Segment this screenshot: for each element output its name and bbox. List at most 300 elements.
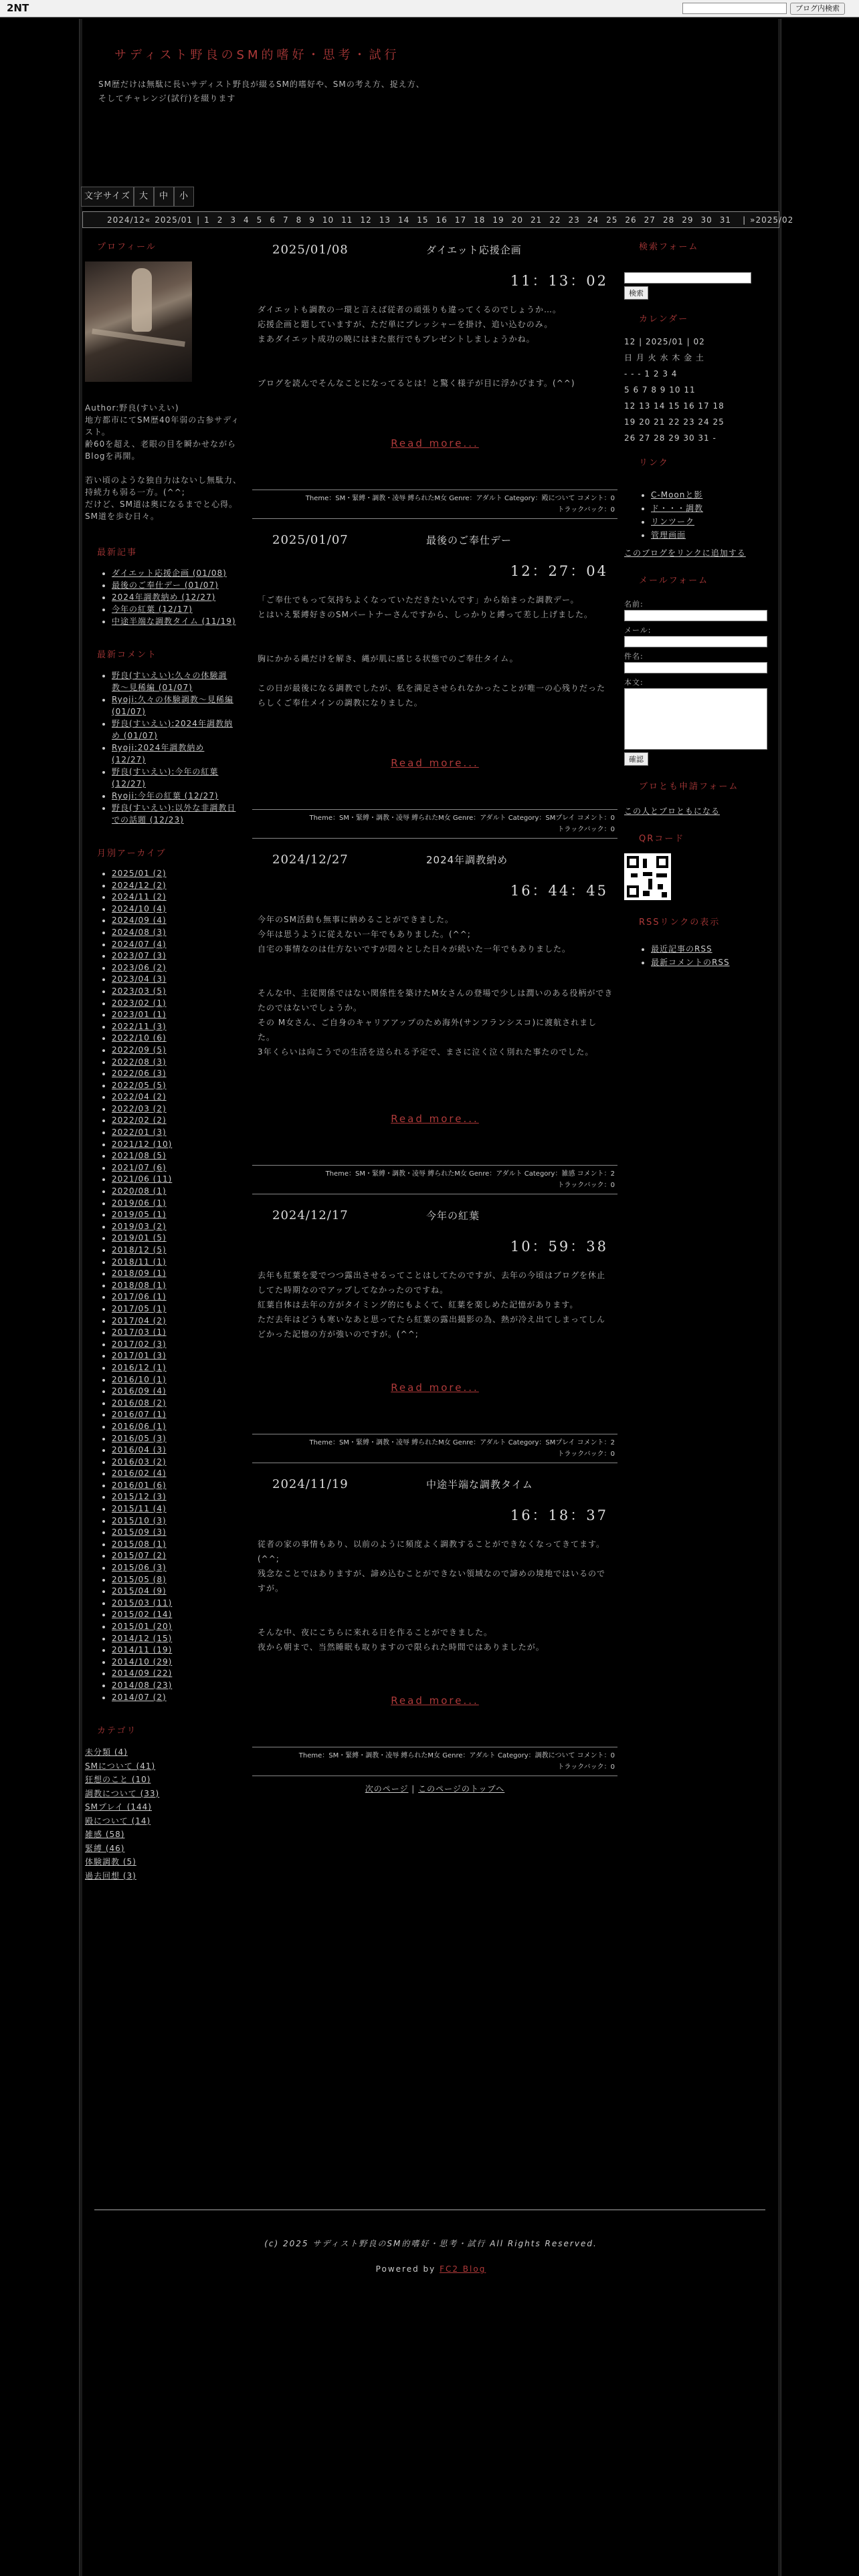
archive-item[interactable] [112,1550,250,1562]
archive-item[interactable] [112,1480,250,1492]
category-item[interactable] [82,1869,250,1883]
category-item[interactable] [82,1759,250,1774]
archive-item-link[interactable]: 2024/08 (3) [112,927,167,937]
archive-item-link[interactable]: 2018/12 (5) [112,1245,167,1255]
rss-item[interactable] [651,942,779,956]
archive-item[interactable] [112,1103,250,1115]
archive-item-link[interactable]: 2025/01 (2) [112,869,167,878]
calbar-day[interactable]: 14 [398,215,410,225]
archive-item-link[interactable]: 2014/10 (29) [112,1656,173,1667]
archive-item[interactable] [112,1174,250,1186]
mini-calendar-row: 12 13 14 15 16 17 18 [624,401,725,411]
archive-item[interactable] [112,868,250,880]
archive-item[interactable] [112,903,250,916]
recent-item[interactable] [112,603,250,615]
comment-item-link[interactable]: 野良(すいえい):2024年調教納め (01/07) [112,719,233,740]
archive-item-link[interactable]: 2016/04 (3) [112,1445,167,1455]
archive-item[interactable] [112,962,250,974]
category-link[interactable]: 未分類 (4) [85,1747,128,1757]
archive-item-link[interactable]: 2023/01 (1) [112,1010,167,1020]
category-link[interactable]: 雑感 (58) [85,1830,125,1840]
qr-code [624,853,671,900]
font-size-medium-button[interactable]: 中 [154,187,174,207]
archive-item-link[interactable]: 2022/08 (3) [112,1057,167,1067]
archive-item-link[interactable]: 2014/11 (19) [112,1645,173,1655]
recent-item[interactable] [112,591,250,603]
post-paragraph [252,622,617,637]
calbar-day[interactable]: 12 [360,215,372,225]
archive-item[interactable] [112,891,250,903]
archive-item[interactable] [112,1398,250,1410]
archive-item[interactable] [112,1386,250,1398]
archive-item-link[interactable]: 2015/01 (20) [112,1622,173,1631]
calbar-day[interactable]: 17 [454,215,467,225]
calbar-day[interactable]: 7 [282,215,289,225]
archive-item-link[interactable]: 2016/12 (1) [112,1362,167,1372]
archive-item[interactable] [112,1091,250,1103]
category-link[interactable]: SMプレイ (144) [85,1802,152,1812]
calbar-day[interactable]: 5 [256,215,263,225]
archive-item-link[interactable]: 2019/06 (1) [112,1198,167,1208]
link-item-link[interactable]: リンツーク [651,517,695,526]
recent-heading: 最新記事 [97,548,138,558]
rss-list [622,942,779,969]
recent-item-link[interactable]: ダイエット応援企画 (01/08) [112,568,227,578]
link-item[interactable] [651,502,779,515]
archive-item-link[interactable]: 2017/04 (2) [112,1315,167,1325]
archive-item-link[interactable]: 2018/09 (1) [112,1269,167,1279]
archive-item[interactable] [112,1115,250,1127]
post-paragraph: 去年も紅葉を愛でつつ露出させるってことはしてたのですが、去年の今頃はブログを休止してた時期なのでアップしてなかったのですね。 [258,1271,606,1295]
archive-item-link[interactable]: 2017/01 (3) [112,1351,167,1361]
font-size-small-button[interactable]: 小 [174,187,194,207]
read-more-link[interactable]: Read more... [391,1113,479,1125]
mini-calendar-nav[interactable]: 12 | 2025/01 | 02 [624,337,705,346]
archive-item[interactable] [112,950,250,962]
archive-item-link[interactable]: 2016/01 (6) [112,1480,167,1490]
link-item[interactable] [651,515,779,528]
search-button[interactable]: 検索 [624,286,648,300]
font-size-large-button[interactable]: 大 [134,187,154,207]
calbar-day[interactable]: 23 [568,215,580,225]
calbar-day[interactable]: 31 [719,215,732,225]
archive-item[interactable] [112,1444,250,1457]
recent-item[interactable] [112,615,250,627]
archive-item-link[interactable]: 2022/10 (6) [112,1033,167,1043]
archive-item[interactable] [112,1574,250,1586]
post-time: 12：27：04 [510,563,608,579]
post-paragraph: まあダイエット成功の暁にはまた旅行でもプレゼントしましょうかね。 [258,334,535,344]
post-title[interactable]: 最後のご奉仕デー [426,534,512,546]
bar-search-input[interactable] [682,3,787,14]
calbar-day[interactable]: 4 [244,215,250,225]
archive-item[interactable] [112,939,250,951]
mail-confirm-button[interactable]: 確認 [624,752,648,766]
archive-item-link[interactable]: 2015/12 (3) [112,1492,167,1502]
calbar-day[interactable]: 21 [530,215,543,225]
archive-item-link[interactable]: 2020/08 (1) [112,1186,167,1196]
calbar-days [204,215,739,225]
archive-item-link[interactable]: 2024/10 (4) [112,903,167,914]
archive-item[interactable] [112,1491,250,1503]
archive-item-link[interactable]: 2021/07 (6) [112,1162,167,1172]
rss-item-link[interactable]: 最新コメントのRSS [651,958,730,967]
calbar-day[interactable]: 10 [322,215,335,225]
link-item[interactable] [651,528,779,542]
archive-item[interactable] [112,1374,250,1386]
post-meta-tags[interactable]: Theme：SM・緊縛・調教・凌辱 縛られたM女 Genre：アダルト Category：調教について コメント：0 [298,1752,615,1759]
calbar-day[interactable]: 16 [436,215,448,225]
profile-line: だけど、SM道は奥になるまでと心得。 [85,500,237,509]
link-item-link[interactable]: ド・・・調教 [651,504,704,513]
archive-item-link[interactable]: 2022/01 (3) [112,1128,167,1138]
post-meta-tags[interactable]: Theme：SM・緊縛・調教・凌辱 縛られたM女 Genre：アダルト Category：雑感 コメント：2 [325,1170,615,1178]
post-time: 16：18：37 [510,1507,608,1523]
recent-list [82,567,250,627]
category-link[interactable]: SMについて (41) [85,1761,156,1771]
comment-item-link[interactable]: Ryoji:今年の紅葉 (12/27) [112,791,219,800]
post-meta-trackback[interactable]: トラックバック：0 [557,506,615,514]
archive-item-link[interactable]: 2016/07 (1) [112,1410,167,1420]
calbar-day[interactable]: 1 [204,215,210,225]
comment-item[interactable] [112,790,236,802]
archive-item[interactable] [112,1033,250,1045]
pager [252,1783,617,1794]
archive-item-link[interactable]: 2015/11 (4) [112,1504,167,1514]
archive-item[interactable] [112,998,250,1010]
post-meta-tags[interactable]: Theme：SM・緊縛・調教・凌辱 縛られたM女 Genre：アダルト Category：SMプレイ コメント：2 [309,1439,615,1446]
category-link[interactable]: 殿について (14) [85,1816,151,1826]
recent-item[interactable] [112,567,250,579]
friend-request-link[interactable] [622,805,779,817]
archive-item-link[interactable]: 2022/02 (2) [112,1115,167,1125]
archive-item-link[interactable]: 2021/08 (5) [112,1151,167,1161]
archive-item[interactable] [112,1245,250,1257]
link-item-link[interactable]: 管理画面 [651,530,686,540]
calbar-day[interactable]: 8 [296,215,302,225]
archive-item[interactable] [112,1127,250,1139]
post-meta-tags[interactable]: Theme：SM・緊縛・調教・凌辱 縛られたM女 Genre：アダルト Category：SMプレイ コメント：0 [309,815,615,822]
archive-item[interactable] [112,1257,250,1269]
archive-item[interactable] [112,1586,250,1598]
comment-item[interactable] [112,693,236,718]
comment-item[interactable] [112,742,236,766]
archive-item[interactable] [112,1150,250,1162]
archive-item-link[interactable]: 2016/03 (2) [112,1457,167,1467]
archive-item-link[interactable]: 2022/06 (3) [112,1069,167,1079]
qr-module [656,873,667,877]
profile-heading: プロフィール [97,242,157,252]
calbar-day[interactable]: 30 [700,215,712,225]
category-item[interactable] [82,1855,250,1869]
comment-item[interactable] [112,802,236,826]
archive-item-link[interactable]: 2024/07 (4) [112,939,167,949]
archive-item[interactable] [112,1198,250,1210]
archive-item[interactable] [112,1009,250,1021]
archive-item-link[interactable]: 2024/12 (2) [112,880,167,890]
link-item[interactable] [651,488,779,502]
archive-item[interactable] [112,1656,250,1669]
archive-item[interactable] [112,1409,250,1421]
archive-item-link[interactable]: 2019/03 (2) [112,1221,167,1231]
archive-item[interactable] [112,1515,250,1527]
recent-item-link[interactable]: 最後のご奉仕デー (01/07) [112,580,219,590]
category-list [82,1745,250,1883]
archive-item[interactable] [112,986,250,998]
recent-item[interactable] [112,579,250,591]
page-top-link[interactable]: このページのトップへ [418,1784,505,1794]
category-item[interactable] [82,1745,250,1759]
comment-item-link[interactable]: Ryoji:久々の体験調教〜見稀編 (01/07) [112,695,233,716]
archive-item-link[interactable]: 2014/09 (22) [112,1669,173,1679]
post-title[interactable]: 中途半端な調教タイム [426,1478,533,1491]
post-meta-trackback[interactable]: トラックバック：0 [557,826,615,833]
mail-subject-input[interactable] [624,662,767,673]
archive-item[interactable] [112,1291,250,1303]
archive-item[interactable] [112,927,250,939]
profile-line: 地方都市にてSM歴40年弱の古参サディスト。 [85,415,240,437]
archive-item-link[interactable]: 2014/12 (15) [112,1633,173,1643]
bar-logo[interactable]: 2NT [7,2,29,14]
archive-item-link[interactable]: 2016/05 (3) [112,1433,167,1443]
read-more-link[interactable]: Read more... [391,1695,479,1707]
archive-item[interactable] [112,1315,250,1327]
category-link[interactable]: 狂想のこと (10) [85,1775,151,1785]
archive-item-link[interactable]: 2015/05 (8) [112,1574,167,1584]
archive-item-link[interactable]: 2018/11 (1) [112,1257,167,1267]
calbar-day[interactable]: 19 [492,215,504,225]
archive-item[interactable] [112,1221,250,1233]
calbar-day[interactable]: 6 [270,215,276,225]
archive-item-link[interactable]: 2016/10 (1) [112,1374,167,1384]
category-item[interactable] [82,1842,250,1856]
archive-item-link[interactable]: 2019/05 (1) [112,1210,167,1220]
site-title[interactable]: サディスト野良のSM的嗜好・思考・試行 [114,48,400,62]
fc2-link[interactable]: FC2 Blog [440,2264,486,2274]
archive-item-link[interactable]: 2016/08 (2) [112,1398,167,1408]
archive-item[interactable] [112,1162,250,1174]
archive-item[interactable] [112,1280,250,1292]
archive-item[interactable] [112,1457,250,1469]
profile-line: 齢60を超え、老眼の目を瞬かせながらBlogを再開。 [85,439,236,461]
post-title[interactable]: 今年の紅葉 [426,1209,480,1222]
archive-item-link[interactable]: 2014/07 (2) [112,1692,167,1702]
archive-item-link[interactable]: 2017/03 (1) [112,1327,167,1337]
category-link[interactable]: 体験調教 (5) [85,1857,136,1867]
archive-item[interactable] [112,1139,250,1151]
archive-item[interactable] [112,1057,250,1069]
post-paragraph: 応援企画と題していますが、ただ単にプレッシャーを掛け、追い込むのみ。 [258,320,553,329]
calbar-day[interactable]: 15 [417,215,429,225]
archive-item[interactable] [112,1268,250,1280]
calbar-day[interactable]: 22 [549,215,561,225]
calbar-day[interactable]: 13 [379,215,391,225]
archive-item-link[interactable]: 2023/06 (2) [112,962,167,972]
category-item[interactable] [82,1773,250,1787]
category-item[interactable] [82,1800,250,1814]
add-link-anchor[interactable]: このブログをリンクに追加する [624,548,746,558]
archive-item[interactable] [112,1421,250,1433]
calbar-prev-link[interactable]: 2024/12« [107,215,151,225]
archive-item[interactable] [112,1303,250,1315]
mail-body-textarea[interactable] [624,688,767,750]
archive-item[interactable] [112,1668,250,1680]
archive-item-link[interactable]: 2021/06 (11) [112,1174,173,1184]
post-title[interactable]: ダイエット応援企画 [426,243,522,256]
archive-item[interactable] [112,1468,250,1480]
post-paragraph [252,361,617,376]
archive-item-link[interactable]: 2023/02 (1) [112,998,167,1008]
archive-item[interactable] [112,1633,250,1645]
archive-item[interactable] [112,1527,250,1539]
rss-item-link[interactable]: 最近記事のRSS [651,944,712,954]
calbar-day[interactable]: 2 [217,215,223,225]
archive-item-link[interactable]: 2015/10 (3) [112,1515,167,1525]
archive-item-link[interactable]: 2022/04 (2) [112,1092,167,1102]
archive-item-link[interactable]: 2022/05 (5) [112,1080,167,1090]
read-more-link[interactable]: Read more... [391,1382,479,1394]
archive-item-link[interactable]: 2024/09 (4) [112,916,167,926]
archive-item[interactable] [112,1680,250,1692]
calbar-day[interactable]: 3 [230,215,237,225]
archive-item[interactable] [112,1609,250,1621]
archive-item[interactable] [112,1539,250,1551]
search-input[interactable] [624,272,751,284]
friend-request-anchor[interactable]: この人とブロともになる [624,807,721,816]
comment-item-link[interactable]: 野良(すいえい):久々の体験調教〜見稀編 (01/07) [112,671,227,692]
archive-item-link[interactable]: 2015/04 (9) [112,1586,167,1596]
post-meta-tags[interactable]: Theme：SM・緊縛・調教・凌辱 縛られたM女 Genre：アダルト Category：殿について コメント：0 [305,495,615,502]
archive-item-link[interactable]: 2015/08 (1) [112,1539,167,1549]
archive-item-link[interactable]: 2021/12 (10) [112,1139,173,1149]
archive-item[interactable] [112,974,250,986]
archive-item-link[interactable]: 2019/01 (5) [112,1233,167,1243]
calbar-day[interactable]: 26 [625,215,637,225]
archive-item-link[interactable]: 2022/11 (3) [112,1021,167,1031]
archive-item[interactable] [112,1598,250,1610]
comment-item[interactable] [112,669,236,693]
archive-item-link[interactable]: 2023/07 (3) [112,951,167,961]
archive-item-link[interactable]: 2016/09 (4) [112,1386,167,1396]
read-more-link[interactable]: Read more... [391,437,479,449]
archive-item-link[interactable]: 2017/06 (1) [112,1292,167,1302]
post-paragraph: 自宅の事情なのは仕方ないですが悶々とした日々が続いた一年でもありました。 [258,944,571,954]
archive-item-link[interactable]: 2018/08 (1) [112,1280,167,1290]
category-link[interactable]: 調教について (33) [85,1788,160,1798]
category-link[interactable]: 緊縛 (46) [85,1843,125,1853]
next-page-link[interactable]: 次のページ [365,1784,409,1794]
comment-item-link[interactable]: 野良(すいえい):今年の紅葉 (12/27) [112,767,219,788]
archive-item-link[interactable]: 2016/02 (4) [112,1469,167,1479]
read-more-link[interactable]: Read more... [391,757,479,769]
calbar-day[interactable]: 9 [309,215,315,225]
calbar-day[interactable]: 18 [474,215,486,225]
calbar-day[interactable]: 27 [644,215,656,225]
archive-item[interactable] [112,1339,250,1351]
post-meta-trackback[interactable]: トラックバック：0 [557,1451,615,1458]
post-paragraph: 今年のSM活動も無事に納めることができました。 [258,915,454,924]
calbar-day[interactable]: 24 [587,215,599,225]
recent-item-link[interactable]: 今年の紅葉 (12/17) [112,605,193,614]
calbar-next-link[interactable]: »2025/02 [750,215,794,225]
post-paragraph: 「ご奉仕でもって気持ちよくなっていただきたいんです」から始まった調教デー。 [258,595,579,605]
category-link[interactable]: 過去回想 (3) [85,1870,136,1881]
bar-search-button[interactable]: ブログ内検索 [790,3,845,15]
archive-item[interactable] [112,1080,250,1092]
qr-module [643,859,647,868]
comment-item[interactable] [112,718,236,742]
recent-item-link[interactable]: 2024年調教納め (12/27) [112,593,216,602]
calbar-day[interactable]: 11 [341,215,353,225]
post-meta [252,809,617,839]
archive-item-link[interactable]: 2015/02 (14) [112,1610,173,1620]
archive-item[interactable] [112,880,250,892]
category-item[interactable] [82,1814,250,1828]
archive-item-link[interactable]: 2022/09 (5) [112,1045,167,1055]
archive-item-link[interactable]: 2024/11 (2) [112,892,167,902]
archive-item-link[interactable]: 2017/05 (1) [112,1303,167,1313]
post-meta-trackback[interactable]: トラックバック：0 [557,1763,615,1771]
comment-item[interactable] [112,766,236,790]
archive-item-link[interactable]: 2016/06 (1) [112,1421,167,1431]
comment-item-link[interactable]: 野良(すいえい):以外な非調教日での話題 (12/23) [112,803,236,825]
archive-item[interactable] [112,915,250,927]
archive-item[interactable] [112,1068,250,1080]
archive-item-link[interactable]: 2023/04 (3) [112,974,167,984]
post-paragraph: 紅葉自体は去年の方がタイミング的にもよくて、紅葉を楽しめた記憶があります。 [258,1300,579,1309]
archive-item[interactable] [112,1644,250,1656]
archive-item[interactable] [112,1186,250,1198]
recent-item-link[interactable]: 中途半端な調教タイム (11/19) [112,617,236,626]
archive-item[interactable] [112,1503,250,1515]
calbar-day[interactable]: 20 [511,215,523,225]
archive-item-link[interactable]: 2014/08 (23) [112,1680,173,1690]
archive-item[interactable] [112,1021,250,1033]
calbar-day[interactable]: 25 [606,215,618,225]
archive-item[interactable] [112,1362,250,1374]
archive-item[interactable] [112,1327,250,1339]
archive-item-link[interactable]: 2023/03 (5) [112,986,167,996]
mail-name-input[interactable] [624,610,767,621]
archive-item[interactable] [112,1209,250,1221]
add-link-link[interactable] [622,547,779,558]
archive-item[interactable] [112,1433,250,1445]
archive-item-link[interactable]: 2015/03 (11) [112,1598,173,1608]
archive-item[interactable] [112,1692,250,1704]
archive-item-link[interactable]: 2015/09 (3) [112,1527,167,1537]
category-item[interactable] [82,1787,250,1801]
archive-item[interactable] [112,1045,250,1057]
post-title[interactable]: 2024年調教納め [426,853,508,866]
post-meta-trackback[interactable]: トラックバック：0 [557,1182,615,1189]
link-item-link[interactable]: C-Moonと影 [651,490,703,500]
archive-item-link[interactable]: 2022/03 (2) [112,1103,167,1113]
calbar-day[interactable]: 28 [662,215,675,225]
calbar-day[interactable]: 29 [682,215,694,225]
archive-item[interactable] [112,1350,250,1362]
archive-item[interactable] [112,1621,250,1633]
mail-address-input[interactable] [624,636,767,647]
archive-item-link[interactable]: 2015/06 (3) [112,1563,167,1573]
archive-item-link[interactable]: 2015/07 (2) [112,1551,167,1561]
rss-item[interactable] [651,956,779,969]
comment-item-link[interactable]: Ryoji:2024年調教納め (12/27) [112,743,205,764]
category-item[interactable] [82,1828,250,1842]
archive-item[interactable] [112,1232,250,1245]
archive-item-link[interactable]: 2017/02 (3) [112,1339,167,1349]
post-paragraph: 従者の家の事情もあり、以前のように頻度よく調教することができなくなってきてます。(^^; [258,1539,605,1564]
archive-item[interactable] [112,1562,250,1574]
